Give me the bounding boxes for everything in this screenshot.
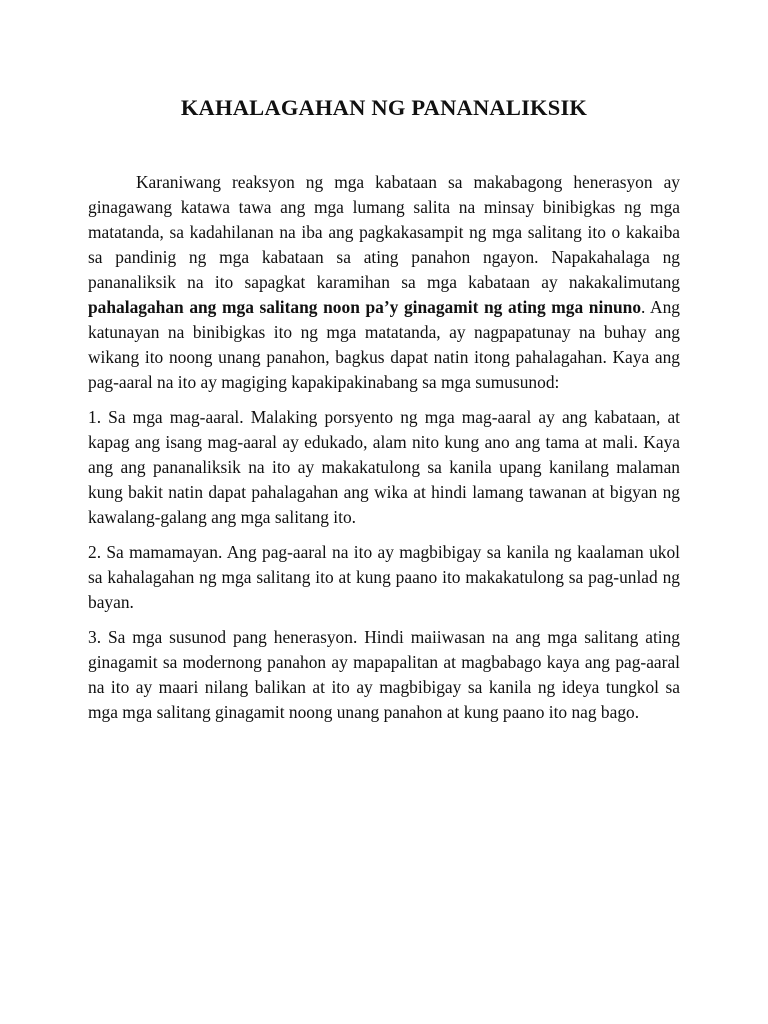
intro-bold-phrase: pahalagahan ang mga salitang noon pa’y ginagamit ng ating mga ninuno bbox=[88, 297, 642, 317]
intro-text-part-1: Karaniwang reaksyon ng mga kabataan sa makabagong henerasyon ay ginagawang katawa tawa ang mga lumang salita na minsay binibigkas ng mga matatanda, sa kadahilanan na iba ang pagkakasampit ng mga salitang ito o kakaiba sa pandinig ng mga kabataan sa ating panahon ngayon. Napakahalaga ng pananaliksik na ito sapagkat karamihan sa mga kabataan ay nakakalimutang bbox=[88, 172, 680, 292]
intro-text-part-2: . Ang katunayan na binibigkas ito ng mga matatanda, ay nagpapatunay na buhay ang wikang ito noong unang panahon, bagkus dapat natin itong pahalagahan. Kaya ang pag-aaral na ito ay magiging kapakipakinabang sa mga sumusunod: bbox=[88, 297, 680, 392]
document-title: KAHALAGAHAN NG PANANALIKSIK bbox=[180, 95, 588, 120]
list-item-students: 1. Sa mga mag-aaral. Malaking porsyento ng mga mag-aaral ay ang kabataan, at kapag ang isang mag-aaral ay edukado, alam nito kung ano ang tama at mali. Kaya ang ang pananaliksik na ito ay makakatulong sa kanila upang kanilang malaman kung bakit natin dapat pahalagahan ang wika at hindi lamang tawanan at bigyan ng kawalang-galang ang mga salitang ito. bbox=[88, 407, 680, 527]
document-body bbox=[88, 170, 680, 725]
list-item-future-generations: 3. Sa mga susunod pang henerasyon. Hindi maiiwasan na ang mga salitang ating ginagamit sa modernong panahon ay mapapalitan at magbabago kaya ang pag-aaral na ito ay maari nilang balikan at ito ay magbibigay sa kanila ng ideya tungkol sa mga mga salitang ginagamit noong unang panahon at kung paano ito nag bago. bbox=[88, 627, 680, 722]
list-item-citizens: 2. Sa mamamayan. Ang pag-aaral na ito ay magbibigay sa kanila ng kaalaman ukol sa kahalagahan ng mga salitang ito at kung paano ito makakatulong sa pag-unlad ng bayan. bbox=[88, 542, 680, 612]
intro-paragraph bbox=[88, 170, 680, 395]
